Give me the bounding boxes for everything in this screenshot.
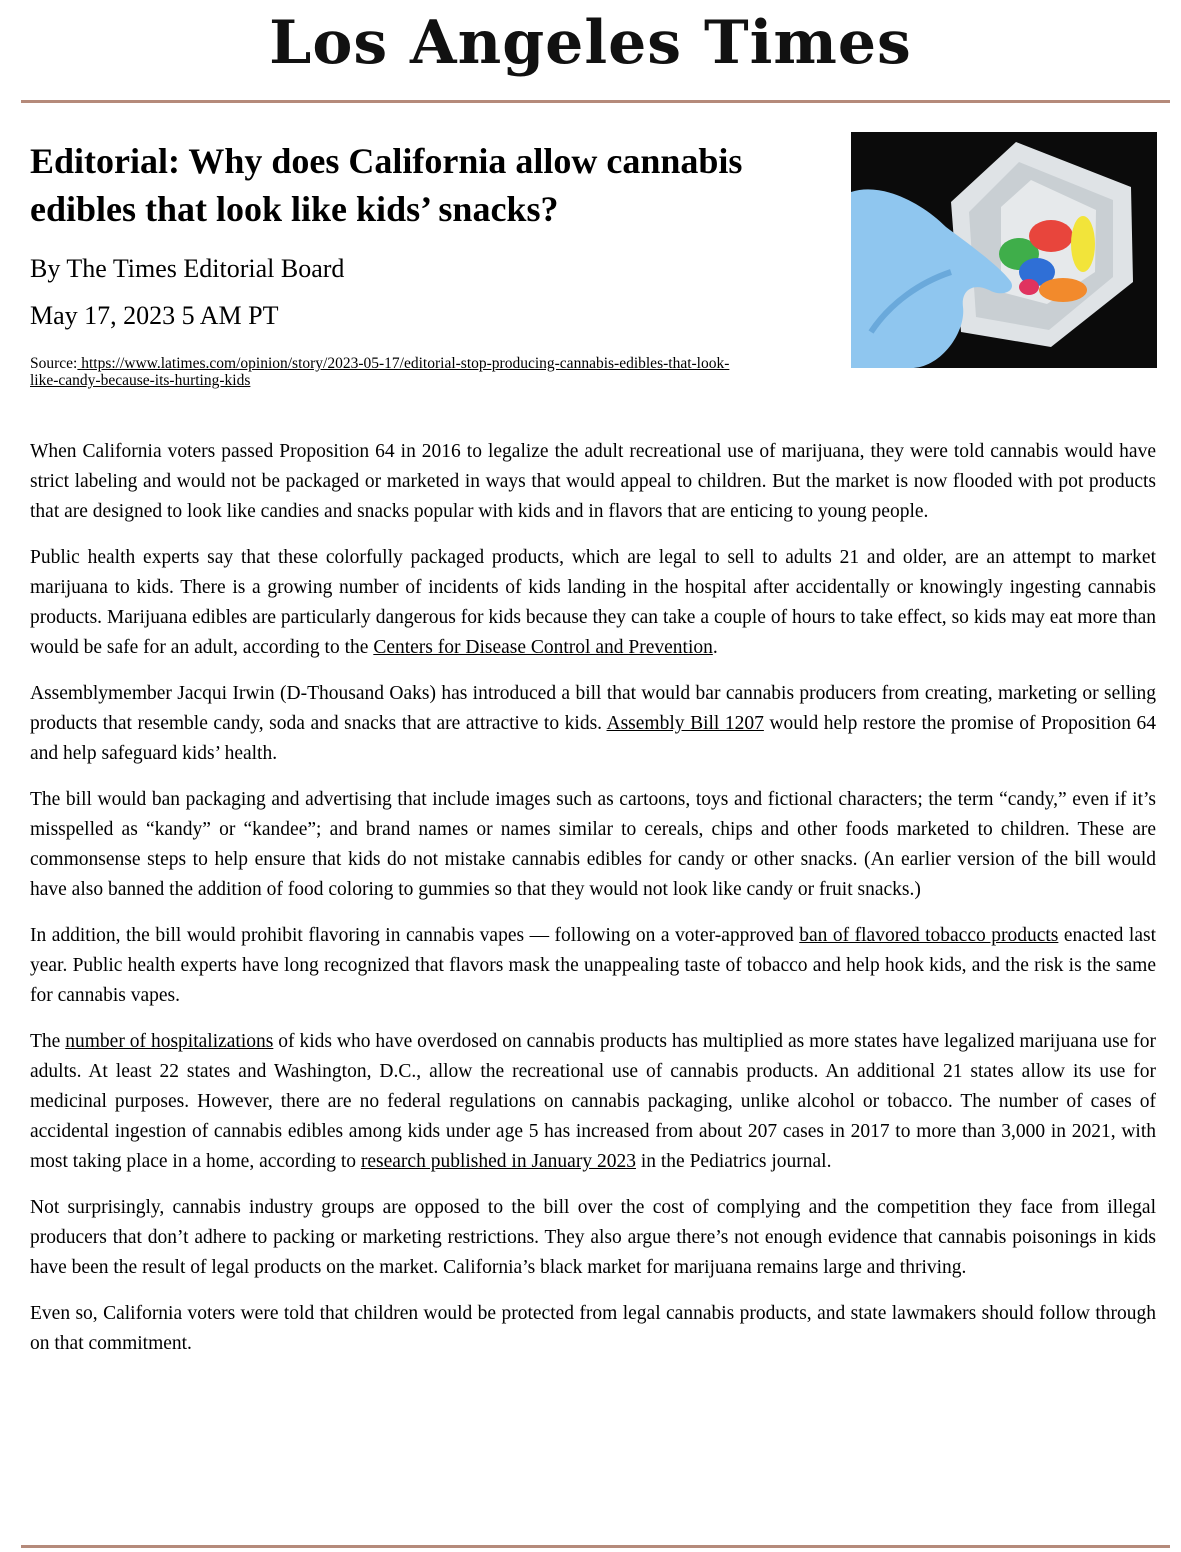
paragraph-text: Not surprisingly, cannabis industry groups are opposed to the bill over the cost of complying and the competition they face from illegal producers that don’t adhere to packing or marketing restrictions. They also argue there’s not enough evidence that cannabis poisonings in kids have been the result of legal products on the market. California’s black market for marijuana remains large and thriving. (30, 1197, 1156, 1278)
paragraph-text: The bill would ban packaging and advertising that include images such as cartoons, toys and fictional characters; the term “candy,” even if it’s misspelled as “kandy” or “kandee”; and brand names or names similar to cereals, chips and other foods marketed to children. These are commonsense steps to help ensure that kids do not mistake cannabis edibles for candy or other snacks. (An earlier version of the bill would have also banned the addition of food coloring to gummies so that they would not look like candy or fruit snacks.) (30, 789, 1156, 900)
paragraph-7 (30, 1193, 1156, 1283)
paragraph-1 (30, 437, 1156, 527)
paragraph-text: Assemblymember Jacqui Irwin (D-Thousand Oaks) has introduced a bill that would bar cannabis producers from creating, marketing or selling products that resemble candy, soda and snacks that are attractive to kids. (30, 683, 1156, 734)
source-link[interactable]: https://www.latimes.com/opinion/story/2023-05-17/editorial-stop-producing-cannabis-edibles-that-look-like-candy-because-its-hurting-kids (30, 355, 730, 389)
paragraph-text: When California voters passed Proposition 64 in 2016 to legalize the adult recreational use of marijuana, they were told cannabis would have strict labeling and would not be packaged or marketed in ways that would appeal to children. But the market is now flooded with pot products that are designed to look like candies and snacks popular with kids and in flavors that are enticing to young people. (30, 441, 1156, 522)
masthead-logo[interactable]: Los Angeles Times (269, 8, 912, 78)
bottom-divider (21, 1545, 1170, 1548)
paragraph-text: of kids who have overdosed on cannabis products has multiplied as more states have legalized marijuana use for adults. At least 22 states and Washington, D.C., allow the recreational use of cannabis products. An additional 21 states allow its use for medicinal purposes. However, there are no federal regulations on cannabis packaging, unlike alcohol or tobacco. The number of cases of accidental ingestion of cannabis edibles among kids under age 5 has increased from about 207 cases in 2017 to more than 3,000 in 2021, with most taking place in a home, according to (30, 1031, 1156, 1172)
paragraph-4 (30, 785, 1156, 905)
gummy-candies-photo-icon (851, 132, 1157, 368)
paragraph-text: Even so, California voters were told that children would be protected from legal cannabis products, and state lawmakers should follow through on that commitment. (30, 1303, 1156, 1354)
paragraph-text: In addition, the bill would prohibit flavoring in cannabis vapes — following on a voter-approved (30, 925, 800, 946)
article-dateline: May 17, 2023 5 AM PT (30, 301, 279, 330)
research-link[interactable]: research published in January 2023 (360, 1151, 636, 1172)
top-divider (21, 100, 1170, 103)
cdc-link[interactable]: Centers for Disease Control and Prevention (373, 637, 713, 658)
paragraph-3 (30, 679, 1156, 769)
paragraph-6 (30, 1027, 1156, 1177)
paragraph-8 (30, 1299, 1156, 1359)
source-line (30, 355, 750, 389)
article-byline: By The Times Editorial Board (30, 254, 345, 283)
article-body (30, 437, 1156, 1375)
article-headline: Editorial: Why does California allow cannabis edibles that look like kids’ snacks? (30, 141, 743, 229)
paragraph-text: would help restore the promise of Proposition 64 and help safeguard kids’ health. (30, 713, 1157, 764)
paragraph-text: The (30, 1031, 66, 1052)
paragraph-text: in the Pediatrics journal. (635, 1151, 832, 1172)
tobacco-ban-link[interactable]: ban of flavored tobacco products (799, 925, 1059, 946)
paragraph-5 (30, 921, 1156, 1011)
paragraph-2 (30, 543, 1156, 663)
hospitalizations-link[interactable]: number of hospitalizations (65, 1031, 274, 1052)
assembly-bill-link[interactable]: Assembly Bill 1207 (606, 713, 764, 734)
paragraph-text: enacted last year. Public health experts have long recognized that flavors mask the unappealing taste of tobacco and help hook kids, and the risk is the same for cannabis vapes. (30, 925, 1156, 1006)
source-label: Source: (30, 355, 78, 372)
paragraph-text: . (712, 637, 718, 658)
paragraph-text: Public health experts say that these colorfully packaged products, which are legal to sell to adults 21 and older, are an attempt to market marijuana to kids. There is a growing number of incidents of kids landing in the hospital after accidentally or knowingly ingesting cannabis products. Marijuana edibles are particularly dangerous for kids because they can take a couple of hours to take effect, so kids may eat more than would be safe for an adult, according to the (30, 547, 1156, 658)
